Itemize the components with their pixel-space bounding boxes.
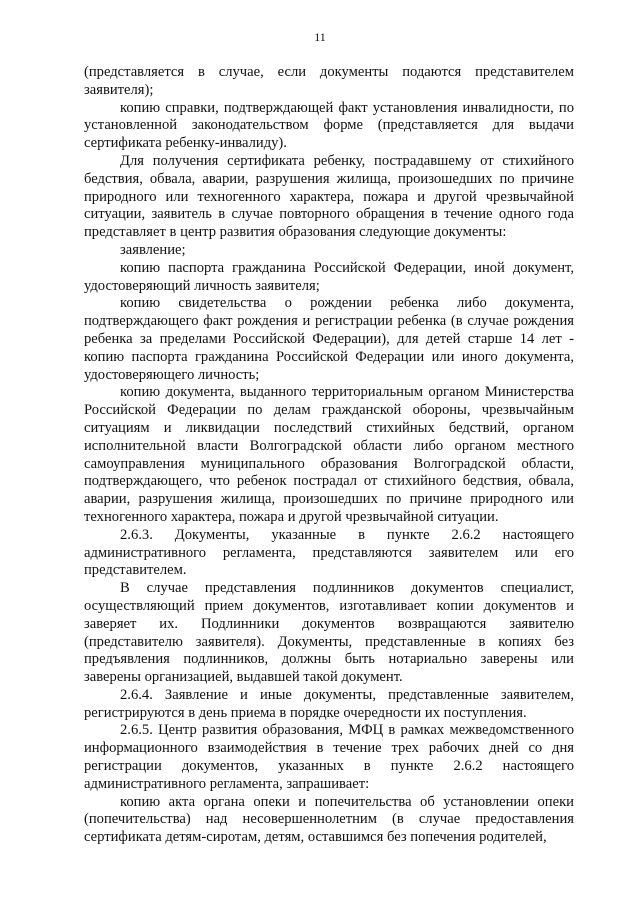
paragraph: 2.6.3. Документы, указанные в пункте 2.6.2 настоящего административного регламента, представляются заявителем или его представителем. [84,526,574,579]
paragraph: (представляется в случае, если документы подаются представителем заявителя); [84,64,574,98]
paragraph: Для получения сертификата ребенку, пострадавшему от стихийного бедствия, обвала, аварии, разрушения жилища, произошедших по причине природного или техногенного характера, пожара и другой чрезвычайной ситуации, заявитель в случае повторного обращения в течение одного года представляет в центр развития образования следующие документы: [84,152,574,241]
paragraph: копию документа, выданного территориальным органом Министерства Российской Федерации по делам гражданской обороны, чрезвычайным ситуациям и ликвидации последствий стихийных бедствий, органом исполнительной власти Волгоградской области либо органом местного самоуправления муниципального образования Волгоградской области, подтверждающего, что ребенок пострадал от стихийного бедствия, обвала, аварии, разрушения жилища, произошедших по причине природного или техногенного характера, пожара и другой чрезвычайной ситуации. [84,384,574,525]
paragraph: заявление; [120,241,186,258]
paragraph: копию свидетельства о рождении ребенка либо документа, подтверждающего факт рождения и регистрации ребенка (в случае рождения ребенка за пределами Российской Федерации), для детей старше 14 лет - копию паспорта гражданина Российской Федерации или иного документа, удостоверяющего личность; [84,295,574,383]
page-number: 11 [314,30,326,44]
document-body [84,64,574,847]
paragraph: 2.6.5. Центр развития образования, МФЦ в рамках межведомственного информационного взаимодействия в течение трех рабочих дней со дня регистрации документов, указанных в пункте 2.6.2 настоящего административного регламента, запрашивает: [84,722,574,792]
paragraph: 2.6.4. Заявление и иные документы, представленные заявителем, регистрируются в день приема в порядке очередности их поступления. [84,686,574,721]
paragraph: В случае представления подлинников документов специалист, осуществляющий прием документов, изготавливает копии документов и заверяет их. Подлинники документов возвращаются заявителю (представителю заявителя). Документы, представленные в копиях без предъявления подлинников, должны быть нотариально заверены или заверены организацией, выдавшей такой документ. [84,580,574,686]
paragraph: копию справки, подтверждающей факт установления инвалидности, по установленной законодательством форме (представляется для выдачи сертификата ребенку-инвалиду). [84,99,574,152]
paragraph: копию акта органа опеки и попечительства об установлении опеки (попечительства) над несовершеннолетним (в случае предоставления сертификата детям-сиротам, детям, оставшимся без попечения родителей, [84,793,574,846]
paragraph: копию паспорта гражданина Российской Федерации, иной документ, удостоверяющий личность заявителя; [84,259,574,294]
